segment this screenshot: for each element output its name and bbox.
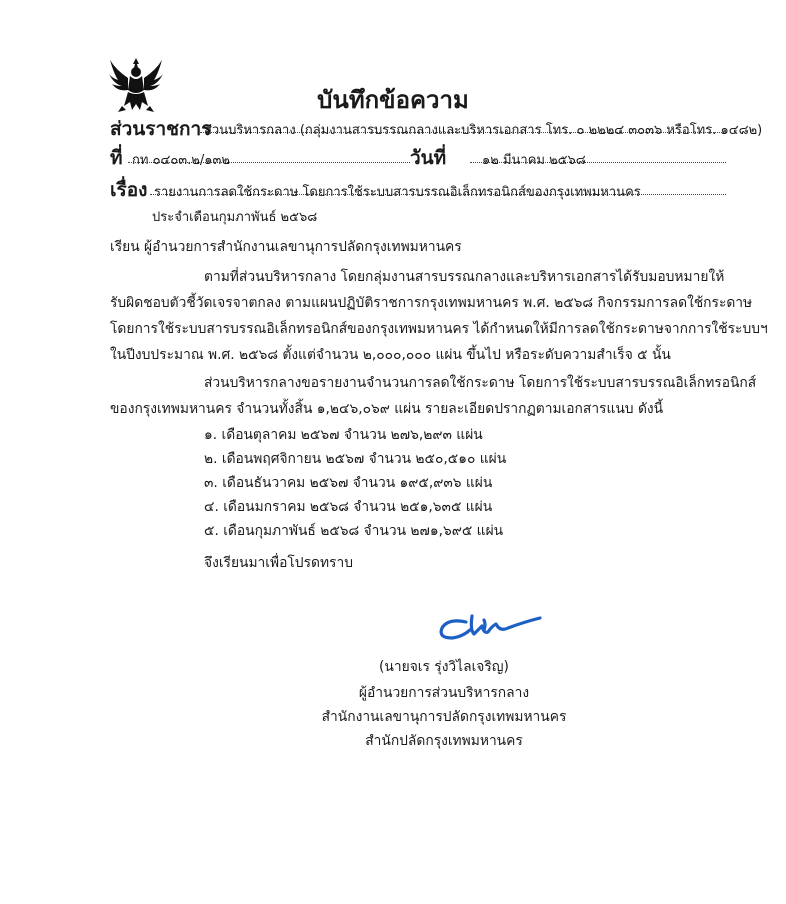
list-item: ๒. เดือนพฤศจิกายน ๒๕๖๗ จำนวน ๒๕๐,๕๑๐ แผ่น [204, 451, 507, 467]
subject-line-2: ประจำเดือนกุมภาพันธ์ ๒๕๖๘ [152, 210, 318, 225]
signatory-name: (นายจเร รุ่งวิไลเจริญ) [379, 659, 509, 675]
subject-line-1: รายงานการลดใช้กระดาษ โดยการใช้ระบบสารบรรณอิเล็กทรอนิกส์ของกรุงเทพมหานคร [154, 185, 641, 200]
list-item: ๑. เดือนตุลาคม ๒๕๖๗ จำนวน ๒๗๖,๒๙๓ แผ่น [204, 427, 483, 443]
signatory-position-3: สำนักปลัดกรุงเทพมหานคร [365, 733, 523, 749]
p1-line-1: ตามที่ส่วนบริหารกลาง โดยกลุ่มงานสารบรรณกลางและบริหารเอกสารได้รับมอบหมายให้ [204, 269, 725, 285]
closing-text: จึงเรียนมาเพื่อโปรดทราบ [204, 555, 353, 571]
ref-value: กท ๐๔๐๓.๒/๑๓๒ [132, 153, 230, 168]
date-value: ๑๒ มีนาคม ๒๕๖๘ [482, 153, 586, 168]
ref-label: ที่ [110, 147, 123, 169]
signatory-position-2: สำนักงานเลขานุการปลัดกรุงเทพมหานคร [321, 709, 567, 725]
date-label: วันที่ [410, 147, 447, 169]
signatory-position-1: ผู้อำนวยการส่วนบริหารกลาง [358, 685, 530, 701]
subject-label: เรื่อง [110, 179, 148, 201]
agency-label: ส่วนราชการ [110, 118, 212, 140]
agency-value: ส่วนบริหารกลาง (กลุ่มงานสารบรรณกลางและบริหารเอกสาร โทร. ๐ ๒๒๒๔ ๓๐๓๖ หรือโทร. ๑๔๘๒) [204, 123, 763, 138]
p1-line-3: โดยการใช้ระบบสารบรรณอิเล็กทรอนิกส์ของกรุงเทพมหานคร ได้กำหนดให้มีการลดใช้กระดาษจากการใช้ระบบฯ [110, 321, 768, 337]
list-item: ๕. เดือนกุมภาพันธ์ ๒๕๖๘ จำนวน ๒๗๑,๖๙๕ แผ่น [204, 523, 504, 539]
salutation: เรียน ผู้อำนวยการสำนักงานเลขานุการปลัดกรุงเทพมหานคร [110, 239, 462, 255]
document-title: บันทึกข้อความ [317, 86, 469, 114]
p2-line-2: ของกรุงเทพมหานคร จำนวนทั้งสิ้น ๑,๒๔๖,๐๖๙ แผ่น รายละเอียดปรากฏตามเอกสารแนบ ดังนี้ [110, 401, 664, 417]
p1-line-4: ในปีงบประมาณ พ.ศ. ๒๕๖๘ ตั้งแต่จำนวน ๒,๐๐๐,๐๐๐ แผ่น ขึ้นไป หรือระดับความสำเร็จ ๕ นั้น [110, 347, 671, 363]
list-item: ๓. เดือนธันวาคม ๒๕๖๗ จำนวน ๑๙๕,๙๓๖ แผ่น [204, 475, 493, 491]
p1-line-2: รับผิดชอบตัวชี้วัดเจรจาตกลง ตามแผนปฏิบัติราชการกรุงเทพมหานคร พ.ศ. ๒๕๖๘ กิจกรรมการลดใช้กระดาษ [110, 295, 753, 311]
p2-line-1: ส่วนบริหารกลางขอรายงานจำนวนการลดใช้กระดาษ โดยการใช้ระบบสารบรรณอิเล็กทรอนิกส์ [204, 375, 757, 391]
list-item: ๔. เดือนมกราคม ๒๕๖๘ จำนวน ๒๕๑,๖๓๕ แผ่น [204, 499, 493, 515]
